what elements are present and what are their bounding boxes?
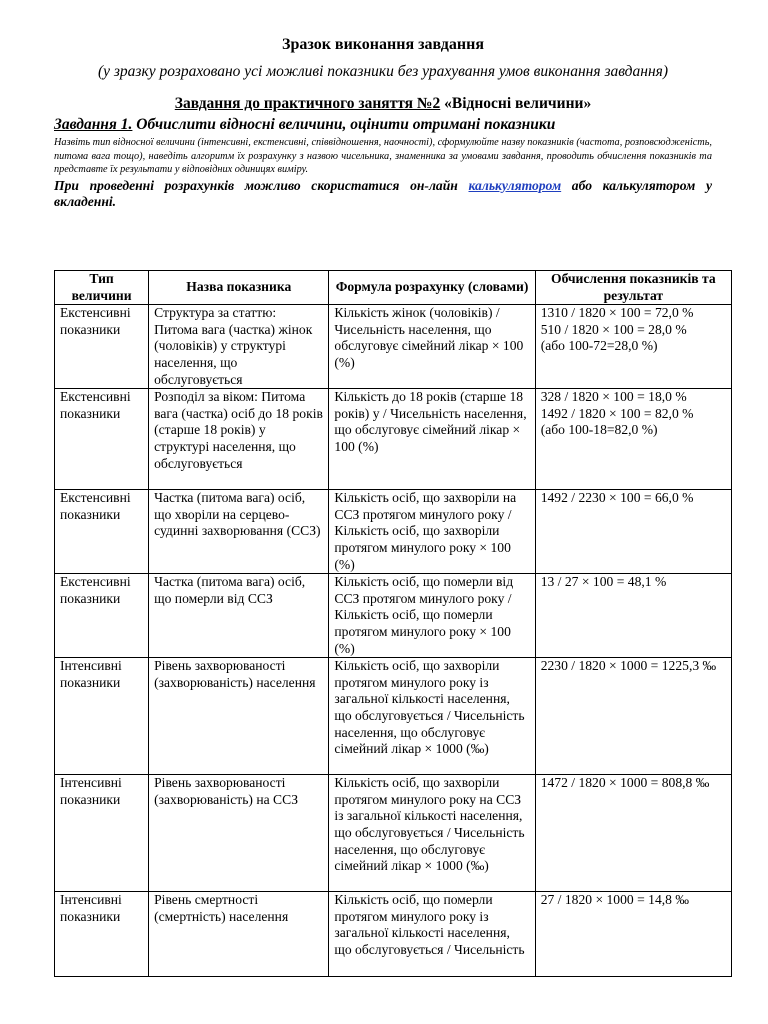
cell-formula: Кількість жінок (чоловіків) / Чисельність населення, що обслуговує сімейний лікар × 100 (%) xyxy=(329,305,535,389)
header-calculation: Обчислення показників та результат xyxy=(535,271,731,305)
document-subtitle: (у зразку розраховано усі можливі показники без урахування умов виконання завдання) xyxy=(97,63,669,80)
calculator-link[interactable]: калькулятором xyxy=(468,177,562,193)
cell-type: Екстенсивні показники xyxy=(55,389,149,490)
cell-formula xyxy=(329,892,535,977)
cell-calculation xyxy=(535,892,731,977)
table-row xyxy=(55,892,732,977)
cell-calculation xyxy=(535,775,731,892)
cell-name: Частка (питома вага) осіб, що померли від ССЗ xyxy=(149,574,329,658)
cell-formula: Кількість осіб, що померли від ССЗ протягом минулого року / Кількість осіб, що померли протягом минулого року × 100 (%) xyxy=(329,574,535,658)
relative-values-table xyxy=(54,270,732,977)
calc-line: 2230 / 1820 × 1000 = 1225,3 ‰ xyxy=(540,658,717,674)
cell-type: Екстенсивні показники xyxy=(55,574,149,658)
task1-heading xyxy=(54,115,712,135)
calc-line: 1492 / 2230 × 100 = 66,0 % xyxy=(540,490,694,506)
practical-task-heading xyxy=(54,95,712,113)
header-formula: Формула розрахунку (словами) xyxy=(329,271,535,305)
calc-line: 27 / 1820 × 1000 = 14,8 ‰ xyxy=(540,892,689,908)
cell-name: Рівень захворюваності (захворюваність) на ССЗ xyxy=(149,775,329,892)
document-page xyxy=(54,36,712,211)
calculator-note xyxy=(54,178,712,211)
calc-line: 1310 / 1820 × 100 = 72,0 % xyxy=(540,305,694,321)
calculator-note-after: або калькулятором у вкладенні. xyxy=(54,177,712,209)
cell-calculation xyxy=(535,490,731,574)
cell-name: Структура за статтю: Питома вага (частка) жінок (чоловіків) у структурі населення, що обслуговується xyxy=(149,305,329,389)
cell-formula: Кількість до 18 років (старше 18 років) у / Чисельність населення, що обслуговує сімейний лікар × 100 (%) xyxy=(329,389,535,490)
table-row xyxy=(55,389,732,490)
calculator-note-before: При проведенні розрахунків можливо скористатися он-лайн xyxy=(54,177,469,193)
task-heading-topic: «Відносні величини» xyxy=(440,95,592,112)
document-title: Зразок виконання завдання xyxy=(282,36,484,53)
cell-formula: Кількість осіб, що захворіли протягом минулого року із загальної кількості населення, що обслуговується / Чисельність населення, що обслуговує сімейний лікар × 1000 (‰) xyxy=(329,658,535,775)
table-row xyxy=(55,775,732,892)
cell-type: Екстенсивні показники xyxy=(55,490,149,574)
calc-line: 328 / 1820 × 100 = 18,0 % xyxy=(540,389,687,405)
cell-type: Інтенсивні показники xyxy=(55,775,149,892)
cell-type: Інтенсивні показники xyxy=(55,658,149,775)
cell-formula: Кількість осіб, що захворіли протягом минулого року на ССЗ із загальної кількості населення, що обслуговується / Чисельність населення, що обслуговує сімейний лікар × 1000 (‰) xyxy=(329,775,535,892)
cell-name: Рівень захворюваності (захворюваність) населення xyxy=(149,658,329,775)
cell-name: Частка (питома вага) осіб, що хворіли на серцево-судинні захворювання (ССЗ) xyxy=(149,490,329,574)
table-row xyxy=(55,574,732,658)
cell-type: Інтенсивні показники xyxy=(55,892,149,977)
cell-calculation xyxy=(535,389,731,490)
cell-calculation xyxy=(535,658,731,775)
table-row xyxy=(55,305,732,389)
calc-line: 1472 / 1820 × 1000 = 808,8 ‰ xyxy=(540,775,710,791)
table-header-row xyxy=(55,271,732,305)
task1-text: Обчислити відносні величини, оцінити отримані показники xyxy=(132,116,556,133)
calc-line: 13 / 27 × 100 = 48,1 % xyxy=(540,574,667,590)
table-row xyxy=(55,658,732,775)
calc-line: 510 / 1820 × 100 = 28,0 % xyxy=(540,321,687,337)
table-row xyxy=(55,490,732,574)
cell-formula: Кількість осіб, що захворіли на ССЗ протягом минулого року / Кількість осіб, що захворіли протягом минулого року × 100 (%) xyxy=(329,490,535,574)
header-name: Назва показника xyxy=(149,271,329,305)
cell-name: Рівень смертності (смертність) населення xyxy=(149,892,329,977)
calc-line: (або 100-18=82,0 %) xyxy=(540,422,658,438)
cell-formula-text: Кількість осіб, що померли протягом минулого року із загальної кількості населення, що обслуговується / Чисельність xyxy=(334,892,525,957)
cell-type: Екстенсивні показники xyxy=(55,305,149,389)
task1-instruction: Назвіть тип відносної величини (інтенсивні, екстенсивні, співвідношення, наочності), сформулюйте назву показників (частота, розповсюдженість, питома вага тощо), наведіть алгоритм їх розрахунку з назвою чисельника, знаменника за умовами завдання, проводить обчислення показників та представте їх результати у відповідних одиницях виміру. xyxy=(54,137,712,175)
task1-number: Завдання 1. xyxy=(54,116,133,133)
calc-line: (або 100-72=28,0 %) xyxy=(540,338,658,354)
cell-calculation xyxy=(535,305,731,389)
cell-name: Розподіл за віком: Питома вага (частка) осіб до 18 років (старше 18 років) у структурі населення, що обслуговується xyxy=(149,389,329,490)
calc-line: 1492 / 1820 × 100 = 82,0 % xyxy=(540,405,694,421)
header-type: Тип величини xyxy=(55,271,149,305)
cell-calculation xyxy=(535,574,731,658)
task-heading-prefix: Завдання до практичного заняття №2 xyxy=(174,95,441,112)
